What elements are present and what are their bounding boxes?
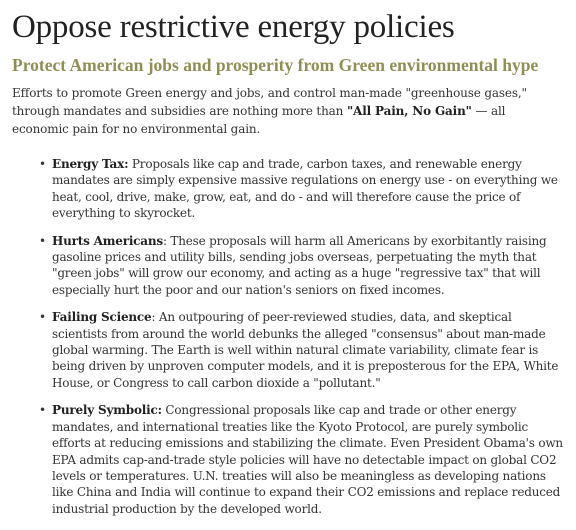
list-item-term: Hurts Americans xyxy=(52,233,163,248)
list-item-term: Purely Symbolic: xyxy=(52,403,162,418)
list-item-purely-symbolic xyxy=(39,402,564,517)
bullet-icon: • xyxy=(39,403,46,418)
list-item-term: Energy Tax: xyxy=(52,157,129,171)
bullet-icon: • xyxy=(39,233,46,248)
intro-emphasis: "All Pain, No Gain" xyxy=(346,104,472,118)
list-item-text: : An outpouring of peer-reviewed studies, data, and skeptical scientists from around the world debunks the alleged "consensus" about man-made global warming. The Earth is well within natural climate variability, climate fear is being driven by unproven computer models, and it is preposterous for the EPA, White House, or Congress to call carbon dioxide a "pollutant." xyxy=(52,310,559,390)
intro-text-before: Efforts to promote Green energy and jobs, and control man-made "greenhouse gases," through mandates and subsidies are nothing more than xyxy=(12,86,527,118)
list-item-term: Failing Science xyxy=(52,310,152,325)
list-item-text: Proposals like cap and trade, carbon taxes, and renewable energy mandates are simply expensive massive regulations on energy use - on everything we heat, cool, drive, make, grow, eat, and do - and will therefore cause the price of everything to skyrocket. xyxy=(52,157,558,221)
intro-paragraph xyxy=(12,84,564,138)
list-item-energy-tax xyxy=(39,156,564,222)
points-list xyxy=(12,156,564,517)
bullet-icon: • xyxy=(39,157,46,171)
bullet-icon: • xyxy=(39,310,46,325)
list-item-hurts-americans xyxy=(39,233,564,299)
page-subtitle: Protect American jobs and prosperity from Green environmental hype xyxy=(12,55,539,75)
list-item-failing-science xyxy=(39,309,564,391)
page-title: Oppose restrictive energy policies xyxy=(12,9,455,45)
list-item-text: Congressional proposals like cap and trade or other energy mandates, and international treaties like the Kyoto Protocol, are purely symbolic efforts at reducing emissions and stabilizing the climate. Even President Obama's own EPA admits cap-and-trade style policies will have no detectable impact on global CO2 levels or temperatures. U.N. treaties will also be meaningless as developing nations like China and India will continue to expand their CO2 emissions and replace reduced industrial production by the developed world. xyxy=(52,403,563,516)
list-item-text: : These proposals will harm all Americans by exorbitantly raising gasoline prices and utility bills, sending jobs overseas, perpetuating the myth that "green jobs" will grow our economy, and acting as a huge "regressive tax" that will especially hurt the poor and our nation's seniors on fixed incomes. xyxy=(52,233,547,297)
intro-text-after: — all economic pain for no environmental gain. xyxy=(12,104,506,136)
